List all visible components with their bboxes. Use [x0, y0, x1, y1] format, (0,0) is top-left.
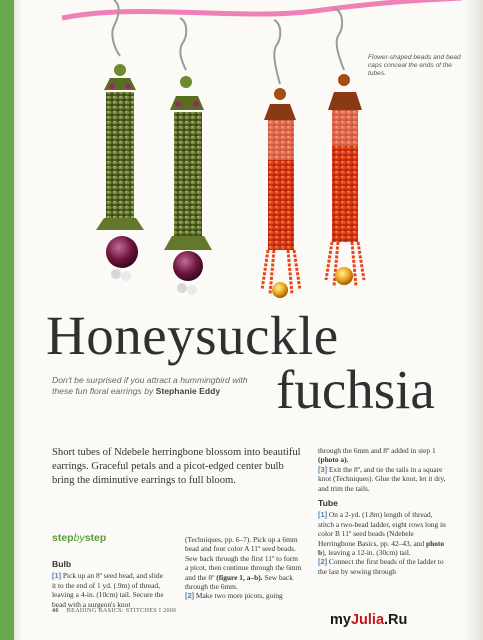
watermark: [330, 612, 407, 628]
article-deck: [52, 375, 252, 397]
by-word: by: [73, 532, 85, 544]
watermark-part-1: my: [330, 612, 351, 628]
deck-text: Don't be surprised if you attract a hummingbird with these fun floral earrings: [52, 375, 248, 396]
tube-heading: Tube: [318, 498, 338, 509]
green-earring-left: [96, 0, 144, 281]
bulb-heading: Bulb: [52, 559, 72, 569]
tube-step-2: Connect the first beads of the ladder to the last by sewing through: [318, 557, 444, 576]
step-number: [2]: [318, 557, 328, 567]
page-number: 46: [52, 607, 59, 614]
column-2: [185, 535, 303, 601]
column-3: [318, 446, 448, 576]
step-word-1: step: [52, 532, 74, 544]
earrings-photo: [22, 0, 465, 312]
column-1: [52, 560, 167, 609]
page-gutter-shadow: [14, 0, 22, 640]
bulb-step-1: Pick up an 8º seed bead, and slide it to the end of 1 yd. (.9m) of thread, leaving a 4-in. (10cm) tail. Secure the bead with a surgeon's knot: [52, 571, 164, 609]
watermark-part-3: .Ru: [384, 612, 408, 628]
figure-ref: (figure 1, a–b).: [216, 572, 263, 582]
orange-earring-left: [262, 20, 300, 298]
photo-ref: (photo a).: [318, 455, 349, 465]
bulb-step-1-cont: (Techniques, pp. 6–7). Pick up a 6mm bead and four color A 11º seed beads. Sew back through the first 11º to form a picot, then continue through the 6mm and the 8º: [185, 535, 302, 582]
green-earring-right: [164, 18, 212, 295]
step-number: [3]: [318, 464, 328, 474]
bulb-step-3: Exit the 8º, and tie the tails in a square knot (Techniques). Glue the knot, let it dry, and trim the tails.: [318, 464, 446, 493]
step-by-step-heading: [52, 532, 106, 544]
bulb-step-2-cont: through the 6mm and 8º added in step 1: [318, 446, 436, 455]
step-number: [1]: [318, 510, 328, 520]
byline-prefix: by: [144, 386, 154, 396]
step-number: [2]: [185, 591, 195, 601]
author-name: Stephanie Eddy: [155, 386, 221, 396]
tube-step-1-end: ), leaving a 12-in. (30cm) tail.: [322, 548, 411, 558]
publication-name: BEADING BASICS: STITCHES I 2006: [66, 607, 177, 614]
bulb-step-2: Make two more picots, going: [195, 591, 283, 601]
step-word-2: step: [84, 532, 107, 544]
page-edge-shadow: [465, 0, 483, 640]
bulb-step-1-end: Sew back through the 6mm.: [185, 572, 293, 592]
article-title-line2: fuchsia: [276, 359, 435, 420]
page-spine-stripe: [0, 0, 14, 640]
tube-step-1: On a 2-yd. (1.8m) length of thread, stitch a two-bead ladder, eight rows long in color B 11º seed beads (Ndebele Herringbone Basics, pp. 42–43, and: [318, 510, 446, 548]
page-footer: [52, 607, 177, 614]
photo-caption: Flower-shaped beads and bead caps conceal the ends of the tubes.: [368, 54, 461, 77]
article-title: Honeysuckle: [46, 305, 339, 366]
watermark-part-2: Julia: [350, 612, 385, 628]
orange-earring-right: [326, 8, 364, 286]
photo-ref: photo b: [318, 538, 445, 558]
intro-paragraph: Short tubes of Ndebele herringbone blossom into beautiful earrings. Graceful petals and a picot-edged center bulb bring the diminutive earrings to full bloom.: [52, 447, 301, 486]
step-number: [1]: [52, 571, 62, 581]
